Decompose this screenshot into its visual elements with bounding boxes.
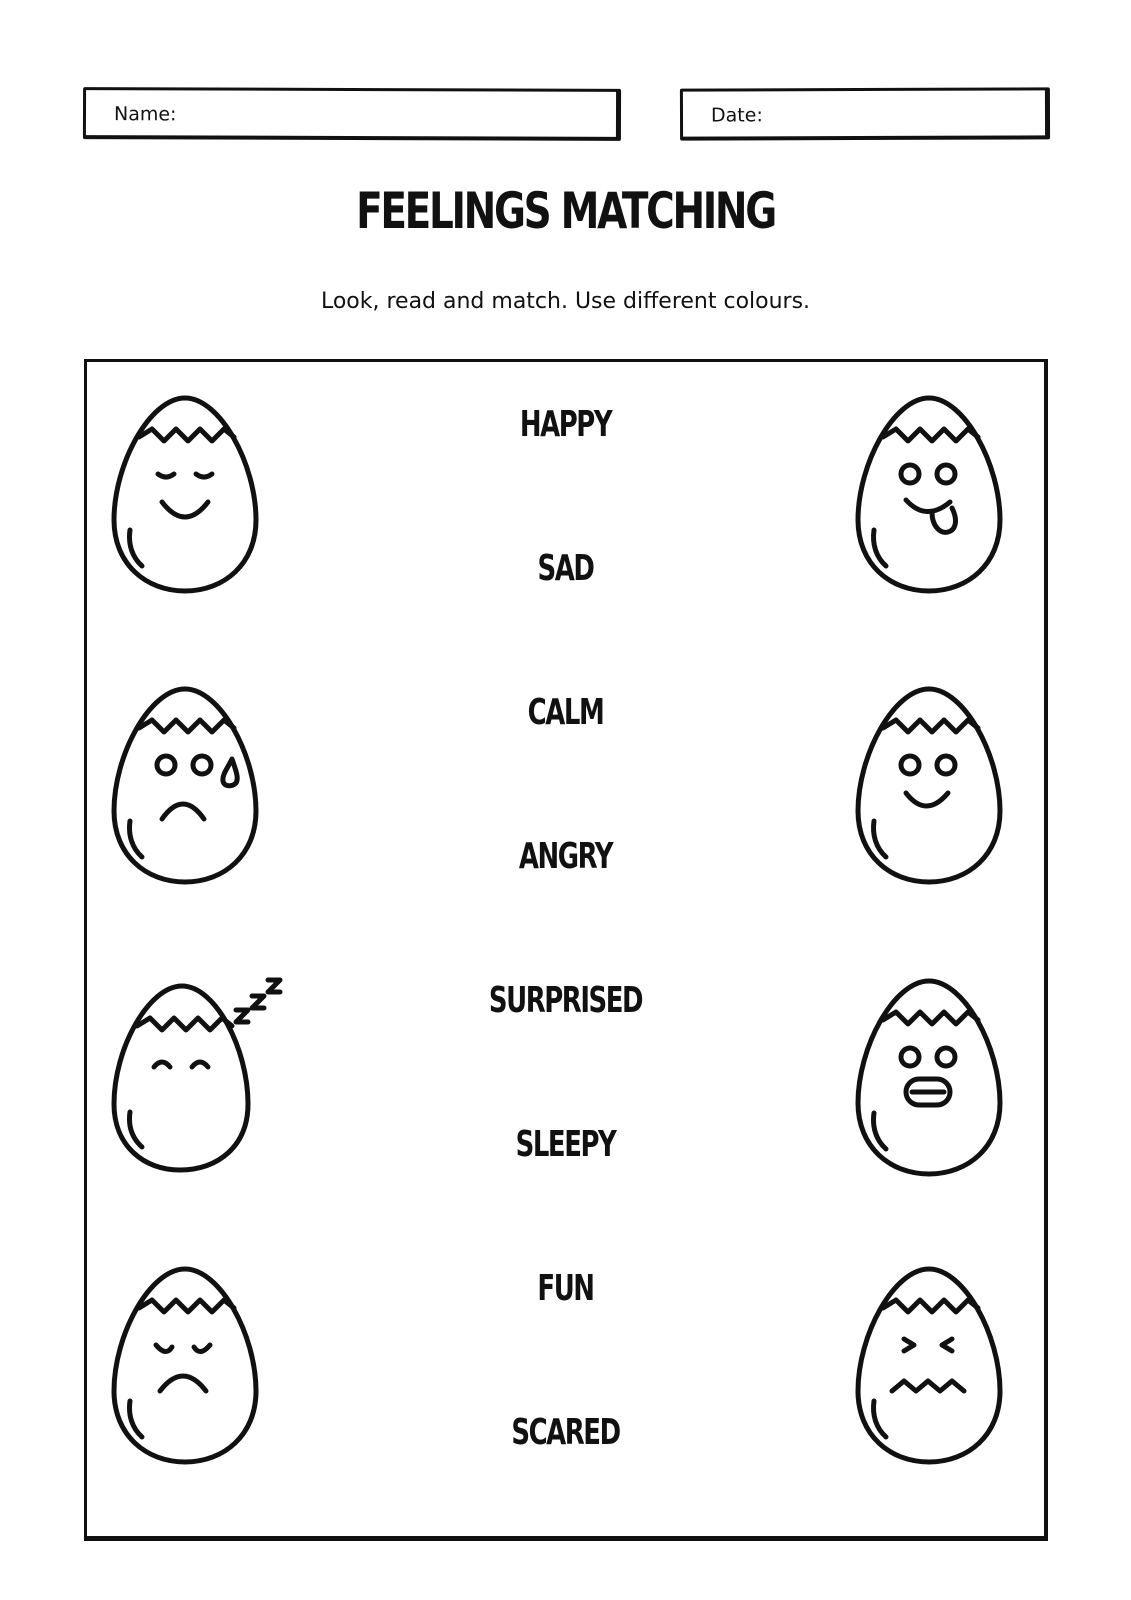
sad-face-egg-icon[interactable]	[110, 683, 260, 889]
word-happy[interactable]: HAPPY	[519, 404, 612, 445]
word-fun[interactable]: FUN	[537, 1268, 594, 1309]
word-surprised[interactable]: SURPRISED	[488, 980, 643, 1021]
calm-face-egg-icon[interactable]	[110, 392, 260, 598]
word-angry[interactable]: ANGRY	[518, 836, 613, 877]
page-title: FEELINGS MATCHING	[356, 182, 775, 240]
instructions-text: Look, read and match. Use different colours.	[320, 289, 811, 314]
name-field[interactable]	[83, 87, 621, 141]
word-sad[interactable]: SAD	[537, 548, 594, 589]
happy-face-egg-icon[interactable]	[854, 683, 1004, 889]
date-label: Date:	[710, 104, 763, 127]
name-label: Name:	[113, 103, 177, 126]
surprised-face-egg-icon[interactable]	[854, 975, 1004, 1181]
angry-face-egg-icon[interactable]	[110, 1263, 260, 1469]
sleepy-face-egg-icon[interactable]	[110, 970, 290, 1176]
word-sleepy[interactable]: SLEEPY	[515, 1124, 616, 1165]
word-calm[interactable]: CALM	[527, 692, 604, 733]
scared-face-egg-icon[interactable]	[854, 1263, 1004, 1469]
word-scared[interactable]: SCARED	[511, 1412, 620, 1453]
fun-face-egg-icon[interactable]	[854, 392, 1004, 598]
date-field[interactable]	[680, 87, 1050, 140]
